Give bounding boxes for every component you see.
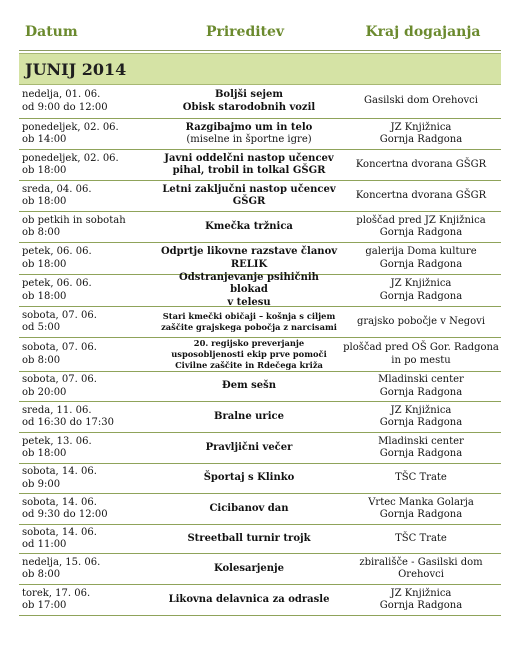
col-date-header: Datum [25, 24, 78, 40]
event-place-line: Orehovci [398, 569, 444, 580]
event-date-line: ob 18:00 [22, 258, 67, 270]
event-name-line: v telesu [227, 296, 271, 308]
event-place-line: JZ Knjižnica [390, 404, 452, 416]
event-name-cell [157, 433, 341, 463]
event-date-line: ponedeljek, 02. 06. [22, 152, 119, 164]
col-place-header: Kraj dogajanja [365, 24, 481, 40]
event-name-line: Letni zaključni nastop učencev [162, 183, 336, 195]
event-place-line: ploščad pred OŠ Gor. Radgona [343, 342, 499, 353]
event-date-line: od 9:00 do 12:00 [22, 101, 108, 113]
event-place-line: zbirališče - Gasilski dom [359, 556, 483, 568]
table-row [19, 181, 501, 212]
event-place-cell [341, 275, 501, 306]
events-table [19, 14, 501, 616]
event-date-cell [19, 150, 157, 180]
event-date-line: sreda, 04. 06. [22, 183, 92, 195]
event-place-line: in po mestu [391, 354, 451, 366]
event-date-line: sreda, 11. 06. [22, 404, 92, 416]
event-name-cell [157, 554, 341, 584]
event-date-line: ob 14:00 [22, 134, 67, 145]
event-name-cell [157, 464, 341, 493]
event-name-cell [157, 271, 341, 308]
event-date-line: ob 8:00 [22, 227, 61, 238]
event-place-cell [341, 307, 501, 337]
event-name-line: GŠGR [232, 196, 266, 207]
event-name-cell [157, 494, 341, 524]
event-place-cell [341, 119, 501, 149]
event-date-line: od 9:30 do 12:00 [22, 509, 108, 520]
event-place-line: Gornja Radgona [379, 134, 463, 145]
event-date-cell [19, 554, 157, 584]
event-date-line: ob 20:00 [22, 386, 67, 398]
event-date-cell [19, 181, 157, 211]
table-row [19, 464, 501, 494]
table-row [19, 402, 501, 433]
event-name-line: Kolesarjenje [214, 562, 284, 574]
table-row [19, 85, 501, 119]
event-place-cell [341, 243, 501, 274]
event-date-cell [19, 85, 157, 118]
event-name-cell [157, 212, 341, 242]
event-place-line: Koncertna dvorana GŠGR [355, 189, 487, 201]
event-place-line: Mladinski center [378, 435, 464, 447]
event-place-line: JZ Knjižnica [390, 121, 452, 133]
event-place-line: TŠC Trate [395, 472, 447, 484]
event-date-cell [19, 275, 157, 306]
event-date-line: petek, 06. 06. [22, 278, 92, 289]
event-place-line: JZ Knjižnica [390, 278, 452, 289]
event-name-line: Cicibanov dan [209, 502, 289, 514]
event-date-line: sobota, 07. 06. [22, 342, 97, 353]
event-name-cell [157, 525, 341, 553]
event-place-cell [341, 464, 501, 493]
event-name-line: Odprtje likovne razstave članov [160, 246, 338, 257]
event-place-cell [341, 585, 501, 615]
event-name-line: usposobljenosti ekip prve pomoči [171, 349, 327, 359]
event-date-cell [19, 372, 157, 401]
event-date-cell [19, 338, 157, 371]
event-place-cell [341, 372, 501, 401]
table-row [19, 271, 501, 308]
event-place-cell [341, 212, 501, 242]
event-name-cell [157, 585, 341, 615]
event-rows [19, 85, 501, 616]
table-row [19, 119, 501, 150]
event-name-cell [157, 85, 341, 118]
event-name-cell [157, 119, 341, 149]
event-name-line: Odstranjevanje psihičnih blokad [179, 271, 319, 296]
event-name-cell [157, 402, 341, 432]
table-row [19, 433, 501, 464]
event-date-line: ob petkih in sobotah [22, 214, 126, 226]
event-place-line: Mladinski center [378, 374, 464, 385]
event-place-line: Gornja Radgona [379, 258, 463, 270]
event-date-line: ob 18:00 [22, 448, 67, 459]
table-row [19, 525, 501, 554]
event-date-line: ob 8:00 [22, 354, 61, 366]
event-place-cell [341, 85, 501, 118]
event-date-line: od 16:30 do 17:30 [22, 417, 115, 428]
event-name-line: Civilne zaščite in Rdečega križa [175, 360, 323, 370]
event-name-line: Stari kmečki običaji – košnja s ciljem [162, 311, 336, 321]
event-name-line: Streetball turnir trojk [187, 532, 311, 544]
table-row [19, 212, 501, 243]
event-date-line: sobota, 14. 06. [22, 466, 97, 477]
event-place-line: TŠC Trate [395, 532, 447, 544]
event-name-cell [157, 150, 341, 180]
table-row [19, 494, 501, 525]
event-date-cell [19, 307, 157, 337]
event-date-line: sobota, 07. 06. [22, 374, 97, 385]
event-date-line: od 11:00 [22, 539, 67, 550]
event-place-line: Gornja Radgona [379, 386, 463, 398]
table-row [19, 150, 501, 181]
event-place-cell [341, 338, 501, 371]
event-date-line: torek, 17. 06. [22, 587, 91, 599]
event-place-line: galerija Doma kulture [365, 246, 477, 257]
event-subtitle: (miselne in športne igre) [186, 134, 312, 145]
event-name-line: Javni oddelčni nastop učencev [164, 152, 334, 164]
event-name-cell [157, 181, 341, 211]
event-name-line: Đem sešn [221, 380, 277, 392]
event-name-line: Boljši sejem [214, 89, 283, 100]
table-row [19, 243, 501, 275]
event-name-line: Kmečka tržnica [205, 220, 293, 232]
event-place-line: Gornja Radgona [379, 509, 463, 520]
event-name-cell [157, 372, 341, 401]
event-date-line: sobota, 14. 06. [22, 526, 97, 538]
event-place-line: Vrtec Manka Golarja [368, 496, 474, 508]
event-date-line: ob 18:00 [22, 196, 67, 207]
event-place-line: grajsko pobočje v Negovi [356, 315, 486, 327]
event-name-line: pihal, trobil in tolkal GŠGR [172, 165, 326, 176]
event-place-line: JZ Knjižnica [390, 587, 452, 599]
event-name-line: Bralne urice [214, 410, 284, 422]
event-date-line: ob 9:00 [22, 478, 61, 490]
month-banner: JUNIJ 2014 [19, 53, 501, 85]
event-name-cell [157, 243, 341, 274]
event-place-cell [341, 181, 501, 211]
event-name-cell [157, 307, 341, 337]
event-date-line: ob 18:00 [22, 165, 67, 176]
event-place-line: Gornja Radgona [379, 417, 463, 428]
table-row [19, 554, 501, 585]
table-row [19, 372, 501, 402]
event-place-line: ploščad pred JZ Knjižnica [356, 214, 486, 226]
event-date-cell [19, 585, 157, 615]
event-place-line: Koncertna dvorana GŠGR [355, 158, 487, 170]
event-place-line: Gasilski dom Orehovci [364, 95, 478, 107]
event-date-cell [19, 243, 157, 274]
event-date-cell [19, 464, 157, 493]
event-date-line: ob 8:00 [22, 569, 61, 580]
event-place-line: Gornja Radgona [379, 290, 463, 302]
event-date-line: ob 17:00 [22, 600, 67, 611]
event-date-cell [19, 494, 157, 524]
event-date-line: sobota, 07. 06. [22, 309, 97, 321]
event-name-line: Pravljični večer [205, 441, 293, 453]
event-name-line: Razgibajmo um in telo [185, 121, 313, 133]
table-header [19, 14, 501, 51]
event-place-cell [341, 525, 501, 553]
event-place-cell [341, 494, 501, 524]
event-name-line: 20. regijsko preverjanje [193, 338, 305, 348]
event-name-line: Športaj s Klinko [203, 472, 295, 484]
event-name-cell [157, 338, 341, 371]
event-date-line: petek, 06. 06. [22, 246, 92, 257]
event-date-line: ponedeljek, 02. 06. [22, 121, 119, 133]
table-row [19, 307, 501, 338]
col-event-header: Prireditev [205, 24, 285, 40]
event-place-line: Gornja Radgona [379, 600, 463, 611]
event-name-line: Obisk starodobnih vozil [182, 101, 316, 113]
event-date-line: ob 18:00 [22, 290, 67, 302]
event-date-cell [19, 402, 157, 432]
event-date-cell [19, 525, 157, 553]
event-date-cell [19, 433, 157, 463]
event-place-cell [341, 433, 501, 463]
event-date-cell [19, 119, 157, 149]
event-date-line: petek, 13. 06. [22, 435, 92, 447]
event-date-line: od 5:00 [22, 322, 61, 333]
event-name-line: zaščite grajskega pobočja z narcisami [161, 322, 337, 332]
event-place-cell [341, 554, 501, 584]
event-place-line: Gornja Radgona [379, 448, 463, 459]
event-date-cell [19, 212, 157, 242]
event-date-line: nedelja, 15. 06. [22, 556, 101, 568]
event-place-cell [341, 150, 501, 180]
event-name-line: RELIK [230, 258, 268, 270]
event-place-line: Gornja Radgona [379, 227, 463, 238]
event-date-line: nedelja, 01. 06. [22, 89, 101, 100]
table-row [19, 585, 501, 616]
table-row [19, 338, 501, 372]
event-place-cell [341, 402, 501, 432]
event-name-line: Likovna delavnica za odrasle [168, 593, 330, 605]
event-date-line: sobota, 14. 06. [22, 496, 97, 508]
